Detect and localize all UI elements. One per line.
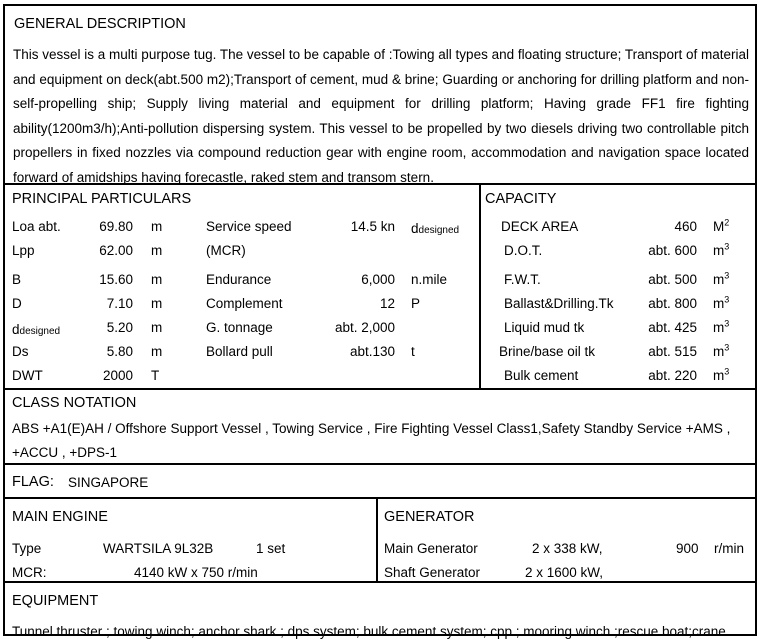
particular-unit: m xyxy=(151,344,163,359)
general-description-text: This vessel is a multi purpose tug. The vessel to be capable of :Towing all types and floating structure; Transport of material and equipment on deck(abt.500 m2);Transport of cement, mud & brine; Guarding or anchoring for drilling platform and non-self-propelling ship; Supply living material and equipment for drilling platform; Having grade FF1 fire fighting ability(1200m3/h);Anti-pollution dispersing system. This vessel to be propelled by two diesels driving two controllable pitch propellers in fixed nozzles via compound reduction gear with engine room, accommodation and navigation space located forward of amidships having forecastle, raked stem and transom stern. xyxy=(13,47,749,185)
particular-label: D xyxy=(12,296,22,311)
particular-label: B xyxy=(12,272,22,287)
subscript: 2 xyxy=(724,217,730,228)
class-notation-section xyxy=(5,390,755,465)
particular-value: 69.80 xyxy=(99,219,133,234)
capacity-value: abt. 500 xyxy=(648,272,697,287)
capacity-unit: $m^3$ xyxy=(713,294,730,311)
capacity-label: Brine/base oil tk xyxy=(499,344,596,359)
capacity-title: CAPACITY xyxy=(485,191,557,207)
capacity-label: Liquid mud tk xyxy=(504,320,585,335)
subscript: designed xyxy=(418,225,460,236)
capacity-unit: $m^3$ xyxy=(713,241,730,258)
capacity-unit: $m^3$ xyxy=(713,270,730,287)
capacity-value: abt. 220 xyxy=(648,368,697,383)
equipment-section xyxy=(5,583,755,639)
capacity-label: DECK AREA xyxy=(501,219,579,234)
particular-unit: m xyxy=(151,296,163,311)
equipment-title: EQUIPMENT xyxy=(12,593,99,609)
performance-label: Endurance xyxy=(206,272,272,287)
main-generator-rpm: 900 xyxy=(676,541,699,556)
particular-value: 7.10 xyxy=(106,296,133,311)
class-notation-line-1: ABS +A1(E)AH / Offshore Support Vessel , Towing Service , Fire Fighting Vessel Class1,Safety Standby Service +AMS , xyxy=(12,421,731,436)
capacity-label: Ballast&Drilling.Tk xyxy=(504,296,614,311)
divider xyxy=(479,185,481,388)
flag-section xyxy=(5,465,755,499)
subscript: 3 xyxy=(724,318,730,329)
particulars-section xyxy=(5,185,755,390)
performance-unit: P xyxy=(411,296,421,311)
performance-label: Service speed xyxy=(206,219,292,234)
particular-value: 2000 xyxy=(102,368,133,383)
subscript: 3 xyxy=(724,294,730,305)
main-generator-label: Main Generator xyxy=(384,541,478,556)
particular-unit: m xyxy=(151,320,163,335)
generator-title: GENERATOR xyxy=(384,509,475,525)
subscript: 3 xyxy=(724,342,730,353)
capacity-value: abt. 800 xyxy=(648,296,697,311)
performance-unit: n.mile xyxy=(411,272,448,287)
class-notation-title: CLASS NOTATION xyxy=(12,395,137,411)
capacity-value: 460 xyxy=(674,219,697,234)
engine-type-label: Type xyxy=(12,541,42,556)
capacity-label: F.W.T. xyxy=(504,272,541,287)
particular-unit: m xyxy=(151,219,163,234)
engine-quantity: 1 set xyxy=(256,541,286,556)
performance-value: abt.130 xyxy=(349,344,395,359)
subscript: 3 xyxy=(724,270,730,281)
main-generator-rpm-unit: r/min xyxy=(714,541,744,556)
particular-value: 5.80 xyxy=(106,344,133,359)
shaft-generator-value: 2 x 1600 kW, xyxy=(525,565,604,580)
particular-label: DWT xyxy=(12,368,43,383)
performance-value: abt. 2,000 xyxy=(334,320,395,335)
capacity-value: abt. 425 xyxy=(648,320,697,335)
particular-value: 15.60 xyxy=(99,272,133,287)
performance-value: 6,000 xyxy=(361,272,395,287)
capacity-value: abt. 600 xyxy=(648,243,697,258)
capacity-label: D.O.T. xyxy=(504,243,543,258)
capacity-unit: $m^3$ xyxy=(713,342,730,359)
engine-mcr-label: MCR: xyxy=(12,565,47,580)
capacity-unit: $m^3$ xyxy=(713,366,730,383)
engine-type-value: WARTSILA 9L32B xyxy=(103,541,214,556)
subscript: 3 xyxy=(724,241,730,252)
particular-unit: T xyxy=(151,368,160,383)
equipment-text: Tunnel thruster ; towing winch; anchor shark ; dps system; bulk cement system; cpp ; mooring winch ;rescue boat;crane xyxy=(12,624,726,639)
capacity-label: Bulk cement xyxy=(504,368,579,383)
engine-mcr-value: 4140 kW x 750 r/min xyxy=(134,565,258,580)
capacity-unit: $m^3$ xyxy=(713,318,730,335)
performance-label: Bollard pull xyxy=(206,344,273,359)
subscript: 3 xyxy=(724,366,730,377)
shaft-generator-label: Shaft Generator xyxy=(384,565,481,580)
engine-section xyxy=(5,499,755,583)
particular-value: 5.20 xyxy=(106,320,133,335)
particular-label: Loa abt. xyxy=(12,219,61,234)
flag-label: FLAG: xyxy=(12,474,54,490)
particular-label: Lpp xyxy=(12,243,35,258)
divider xyxy=(376,499,378,581)
performance-label: Complement xyxy=(206,296,283,311)
main-generator-value: 2 x 338 kW, xyxy=(532,541,603,556)
performance-unit: ddesigned xyxy=(411,221,460,236)
capacity-value: abt. 515 xyxy=(648,344,697,359)
particular-unit: m xyxy=(151,243,163,258)
particular-label: Ds xyxy=(12,344,29,359)
general-description-section xyxy=(5,6,755,185)
performance-value: 12 xyxy=(379,296,395,311)
principal-particulars-title: PRINCIPAL PARTICULARS xyxy=(12,191,192,207)
general-description-title: GENERAL DESCRIPTION xyxy=(14,16,186,32)
subscript: designed xyxy=(19,326,61,337)
particular-label: ddesigned xyxy=(12,322,61,337)
particular-value: 62.00 xyxy=(99,243,133,258)
performance-label: (MCR) xyxy=(206,243,246,258)
performance-value: 14.5 kn xyxy=(350,219,395,234)
class-notation-line-2: +ACCU , +DPS-1 xyxy=(12,445,118,460)
flag-value: SINGAPORE xyxy=(68,475,149,490)
capacity-unit: $M^2$ xyxy=(713,217,730,234)
performance-unit: t xyxy=(411,344,415,359)
performance-label: G. tonnage xyxy=(206,320,273,335)
spec-sheet xyxy=(3,4,757,639)
particular-unit: m xyxy=(151,272,163,287)
main-engine-title: MAIN ENGINE xyxy=(12,509,108,525)
